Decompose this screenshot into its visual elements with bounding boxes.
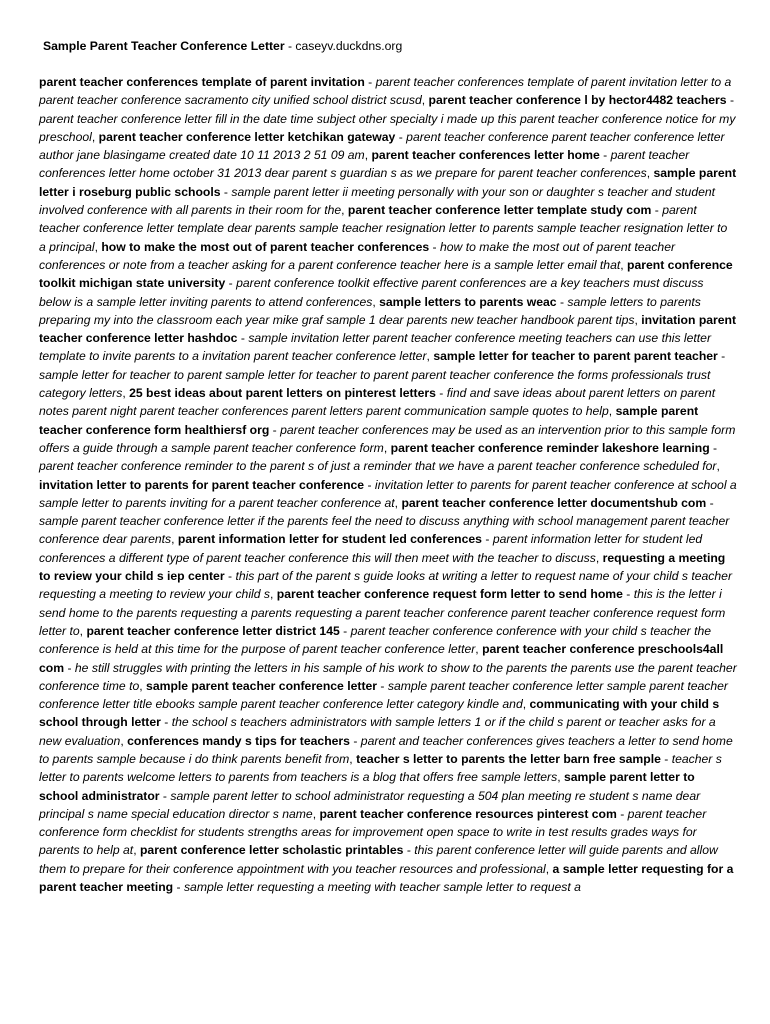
entry-description: this part of the parent s guide looks at writing a letter to request name of your child s teacher requesting a meeting to review your child s [39,569,733,602]
entry-description: the school s teachers administrators with sample letters 1 or if the child s parent or teacher asks for a new evaluation [39,715,716,748]
entry-title: parent teacher conference preschools4all com [39,642,724,675]
entry-title: invitation letter to parents for parent teacher conference [39,477,365,492]
entry: communicating with your child s school through letter - the school s teachers administrators with sample letters 1 or if the child s parent or teacher asks for a new evaluation, [39,697,720,748]
document-body [39,73,737,896]
entry-description: sample letter requesting a meeting with teacher sample letter to request a [183,880,581,895]
entry-description: sample letters to parents preparing my into the classroom each year mike graf sample 1 dear parents new teacher handbook parent tips [39,294,701,327]
entry-title: invitation parent teacher conference letter hashdoc [39,312,737,346]
entry-description: find and save ideas about parent letters on parent notes parent night parent teacher conferences parent letters parent communication sample quotes to help [39,386,716,419]
document-title: Sample Parent Teacher Conference Letter [43,39,285,53]
entry: how to make the most out of parent teacher conferences - how to make the most out of parent teacher conferences or note from a teacher asking for a parent conference teacher here is a sample letter email that, [39,239,676,272]
entry: parent teacher conference letter documentshub com - sample parent teacher conference letter if the parents feel the need to discuss anything with school management parent teacher conference dear parents, [39,495,730,547]
entry-title: conferences mandy s tips for teachers [127,733,350,748]
entry: requesting a meeting to review your child s iep center - this part of the parent s guide looks at writing a letter to request name of your child s teacher requesting a meeting to review your child s, [39,550,733,602]
entry-title: parent conference toolkit michigan state university [39,257,733,291]
entry: conferences mandy s tips for teachers - parent and teacher conferences gives teachers a letter to send home to parents sample because i do think parents benefit from, [39,733,733,766]
entry-title: parent teacher conference reminder lakeshore learning [390,440,710,455]
entry-title: parent teacher conferences template of parent invitation [39,75,365,89]
entry-title: sample letters to parents weac [379,294,557,309]
entry-title: how to make the most out of parent teacher conferences [101,239,430,254]
entry-description: parent teacher conferences may be used as an intervention prior to this sample form offers a guide through a sample parent teacher conference form [39,422,736,455]
entry-description: parent conference toolkit effective parent conferences are a key teachers must discuss below is a sample letter inviting parents to attend conferences [39,276,704,309]
entry-description: sample parent teacher conference letter if the parents feel the need to discuss anything with school management parent teacher conference dear parents [39,514,730,547]
entry-description: sample parent letter to school administrator requesting a 504 plan meeting re student s name dear principal s name special education director s name [39,788,701,821]
entry: parent teacher conferences template of parent invitation - parent teacher conferences template of parent invitation letter to a parent teacher conference sacramento city unified school district scusd, [39,75,732,108]
entry-description: he still struggles with printing the letters in his sample of his work to show to the parents the parents use the parent teacher conference time to [39,660,737,693]
entry: parent teacher conference letter ketchikan gateway - parent teacher conference parent teacher conference letter author jane blasingame created date 10 11 2013 2 51 09 am, [39,129,725,163]
entry-description: how to make the most out of parent teacher conferences or note from a teacher asking for a parent conference teacher here is a sample letter email that [39,239,676,272]
entry-description: parent teacher conference parent teacher conference letter author jane blasingame created date 10 11 2013 2 51 09 am [39,129,725,163]
entry: sample parent teacher conference form healthiersf org - parent teacher conferences may be used as an intervention prior to this sample form offers a guide through a sample parent teacher conference form, [39,404,736,455]
entry: parent conference toolkit michigan state university - parent conference toolkit effective parent conferences are a key teachers must discuss below is a sample letter inviting parents to attend conferences, [39,257,733,309]
entry-description: parent teacher conference letter fill in the date time subject other specialty i made up this parent teacher conference notice for my preschool [39,111,736,144]
entry-description: parent teacher conference conference with your child s teacher the conference is held at this time for the purpose of parent teacher conference letter [39,623,712,657]
entry-description: this parent conference letter will guide parents and allow them to prepare for their conference appointment with you teacher resources and professional [39,843,718,876]
entry: a sample letter requesting for a parent teacher meeting - sample letter requesting a meeting with teacher sample letter to request a [39,861,734,895]
entry: sample parent letter to school administrator - sample parent letter to school administrator requesting a 504 plan meeting re student s name dear principal s name special education director s name, [39,770,701,821]
entry: parent teacher conference preschools4all com - he still struggles with printing the letters in his sample of his work to show to the parents the parents use the parent teacher conference time to, [39,642,737,693]
entry: parent teacher conference request form letter to send home - this is the letter i send home to the parents requesting a parents requesting a parent teacher conference parent teacher conference request form letter to, [39,587,726,638]
entry-title: parent teacher conference letter ketchikan gateway [98,129,396,144]
entry-title: sample parent teacher conference letter [146,678,378,693]
entry-description: teacher s letter to parents welcome letters to parents from teachers is a blog that offers free sample letters [39,751,722,785]
entry-description: this is the letter i send home to the parents requesting a parents requesting a parent teacher conference parent teacher conference request form letter to [39,587,726,638]
entry: parent teacher conference reminder lakeshore learning - parent teacher conference reminder to the parent s of just a reminder that we have a parent teacher conference scheduled for, [39,440,720,474]
entry-title: parent teacher conference letter district 145 [86,623,340,638]
entry: parent information letter for student led conferences - parent information letter for student led conferences a different type of parent teacher conference this will then meet with the teacher to discuss, [39,532,703,565]
entry: sample parent letter i roseburg public schools - sample parent letter ii meeting personally with your son or daughter s teacher and student involved conference with all parents in their room for the, [39,166,737,218]
entry-description: sample parent letter ii meeting personally with your son or daughter s teacher and student involved conference with all parents in their room for the [39,184,716,218]
entry: invitation parent teacher conference letter hashdoc - sample invitation letter parent teacher conference meeting teachers can use this letter template to invite parents to a invitation parent teacher conference letter, [39,312,737,364]
entry-description: parent teacher conferences template of parent invitation letter to a parent teacher conference sacramento city unified school district scusd [39,75,732,108]
entry-description: parent teacher conference reminder to the parent s of just a reminder that we have a parent teacher conference scheduled for [39,459,717,474]
entry: parent teacher conference resources pinterest com - parent teacher conference form checklist for students strengths areas for improvement open space to write in test results grades ways for parents to help at, [39,806,707,858]
entry: sample letters to parents weac - sample letters to parents preparing my into the classroom each year mike graf sample 1 dear parents new teacher handbook parent tips, [39,294,701,327]
entry-description: parent and teacher conferences gives teachers a letter to send home to parents sample because i do think parents benefit from [39,733,733,766]
entry-title: parent teacher conferences letter home [371,148,600,163]
entry-title: parent information letter for student led conferences [177,532,482,547]
entry-description: sample parent teacher conference letter sample parent teacher conference letter title ebooks sample parent teacher conference letter category kindle and [39,678,728,712]
entry-description: parent teacher conferences letter home october 31 2013 dear parent s guardian s as we prepare for parent teacher conferences [39,148,690,181]
entry-title: sample parent teacher conference form healthiersf org [39,404,699,437]
entry-title: teacher s letter to parents the letter barn free sample [356,751,661,766]
entry-title: 25 best ideas about parent letters on pinterest letters [129,386,436,401]
entry: parent teacher conference l by hector4482 teachers - parent teacher conference letter fill in the date time subject other specialty i made up this parent teacher conference notice for my preschool, [39,93,736,144]
entry: invitation letter to parents for parent teacher conference - invitation letter to parents for parent teacher conference at school a sample letter to parents inviting for a parent teacher conference at, [39,477,737,510]
entry-title: parent teacher conference request form letter to send home [276,587,623,602]
entry-description: invitation letter to parents for parent teacher conference at school a sample letter to parents inviting for a parent teacher conference at [39,477,737,510]
entry-title: a sample letter requesting for a parent teacher meeting [39,861,734,895]
entry-title: parent teacher conference letter template study com [347,203,652,218]
page-header [43,38,402,54]
entry: 25 best ideas about parent letters on pinterest letters - find and save ideas about parent letters on parent notes parent night parent teacher conferences parent letters parent communication sample quotes to help, [39,386,716,419]
entry-title: parent teacher conference l by hector4482 teachers [428,93,727,108]
entry: teacher s letter to parents the letter barn free sample - teacher s letter to parents welcome letters to parents from teachers is a blog that offers free sample letters, [39,751,722,785]
entry: parent teacher conferences letter home - parent teacher conferences letter home october 31 2013 dear parent s guardian s as we prepare for parent teacher conferences, [39,148,690,181]
entry: sample parent teacher conference letter - sample parent teacher conference letter sample parent teacher conference letter title ebooks sample parent teacher conference letter category kindle and, [39,678,728,712]
entry-description: sample letter for teacher to parent sample letter for teacher to parent parent teacher conference the forms professionals trust category letters [39,367,711,401]
entry-description: parent teacher conference form checklist for students strengths areas for improvement open space to write in test results grades ways for parents to help at [39,806,707,858]
entry-title: parent conference letter scholastic printables [139,843,404,858]
entry: parent teacher conference letter district 145 - parent teacher conference conference with your child s teacher the conference is held at this time for the purpose of parent teacher conference letter, [39,623,712,657]
entry: sample letter for teacher to parent parent teacher - sample letter for teacher to parent sample letter for teacher to parent parent teacher conference the forms professionals trust category letters, [39,349,726,401]
entry-title: sample letter for teacher to parent parent teacher [433,349,718,364]
entry-title: requesting a meeting to review your child s iep center [39,550,726,584]
entry-title: parent teacher conference letter documentshub com [401,495,707,510]
entry: parent teacher conference letter template study com - parent teacher conference letter template dear parents sample teacher resignation letter to parents sample teacher resignation letter to a principal, [39,203,728,254]
entry-description: sample invitation letter parent teacher conference meeting teachers can use this letter template to invite parents to a invitation parent teacher conference letter [39,331,712,364]
entry-title: sample parent letter i roseburg public schools [39,166,737,199]
entry-description: parent information letter for student led conferences a different type of parent teacher conference this will then meet with the teacher to discuss [39,532,703,565]
entry-title: parent teacher conference resources pinterest com [319,806,617,821]
entry-description: parent teacher conference letter template dear parents sample teacher resignation letter to parents sample teacher resignation letter to a principal [39,203,728,254]
entry-title: sample parent letter to school administrator [39,770,695,803]
entry: parent conference letter scholastic printables - this parent conference letter will guide parents and allow them to prepare for their conference appointment with you teacher resources and professional, [39,843,718,876]
entry-title: communicating with your child s school through letter [39,697,720,730]
header-separator: - [284,39,296,53]
site-name: caseyv.duckdns.org [295,39,403,53]
